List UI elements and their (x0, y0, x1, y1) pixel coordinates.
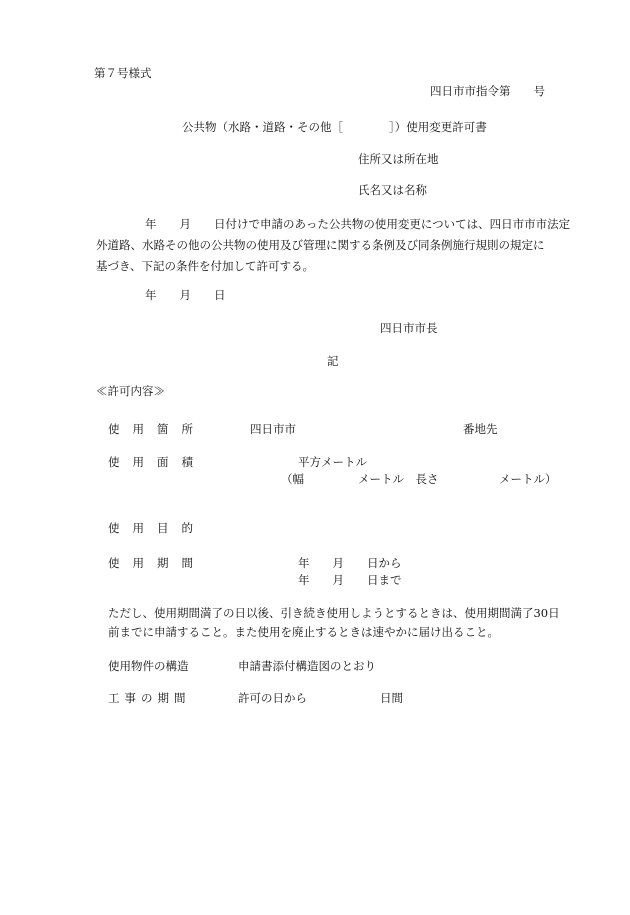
name-label: 氏名又は名称 (358, 183, 427, 197)
location-label: 使用箇所 (108, 422, 206, 436)
construction-from: 許可の日から (238, 691, 307, 705)
area-width-open: （幅 (281, 472, 304, 486)
location-prefix: 四日市市 (250, 422, 296, 436)
note-line-1: ただし、使用期間満了の日以後、引き続き使用しようとするときは、使用期間満了30日 (108, 606, 560, 620)
period-label: 使用期間 (108, 556, 206, 570)
purpose-label: 使用目的 (108, 521, 206, 535)
location-suffix: 番地先 (463, 422, 498, 436)
structure-label: 使用物件の構造 (108, 659, 189, 673)
body-line-1: 年 月 日付けで申請のあった公共物の使用変更については、四日市市市法定 (145, 217, 571, 231)
document-title: 公共物（水路・道路・その他［ ］）使用変更許可書 (182, 120, 487, 134)
area-label: 使用面積 (108, 455, 206, 469)
period-to: 年 月 日まで (298, 573, 402, 587)
area-length-unit: メートル） (499, 472, 557, 486)
body-line-2: 外道路、水路その他の公共物の使用及び管理に関する条例及び同条例施行規則の規定に (96, 238, 545, 252)
section-header: ≪許可内容≫ (96, 384, 165, 398)
address-label: 住所又は所在地 (358, 152, 439, 166)
form-label: 第７号様式 (94, 66, 152, 80)
mayor-signature-label: 四日市市長 (380, 321, 438, 335)
body-line-3: 基づき、下記の条件を付加して許可する。 (96, 259, 315, 273)
area-unit: 平方メートル (298, 455, 367, 469)
period-from: 年 月 日から (298, 556, 402, 570)
area-width-unit: メートル 長さ (358, 472, 439, 486)
construction-days: 日間 (380, 691, 403, 705)
note-line-2: 前までに申請すること。また使用を廃止するときは速やかに届け出ること。 (108, 625, 499, 639)
issue-date: 年 月 日 (145, 288, 226, 302)
structure-value: 申請書添付構造図のとおり (238, 659, 376, 673)
construction-label: 工事の期間 (108, 691, 191, 705)
permit-number-label: 四日市市指令第 号 (430, 84, 545, 98)
ki-heading: 記 (327, 354, 339, 368)
